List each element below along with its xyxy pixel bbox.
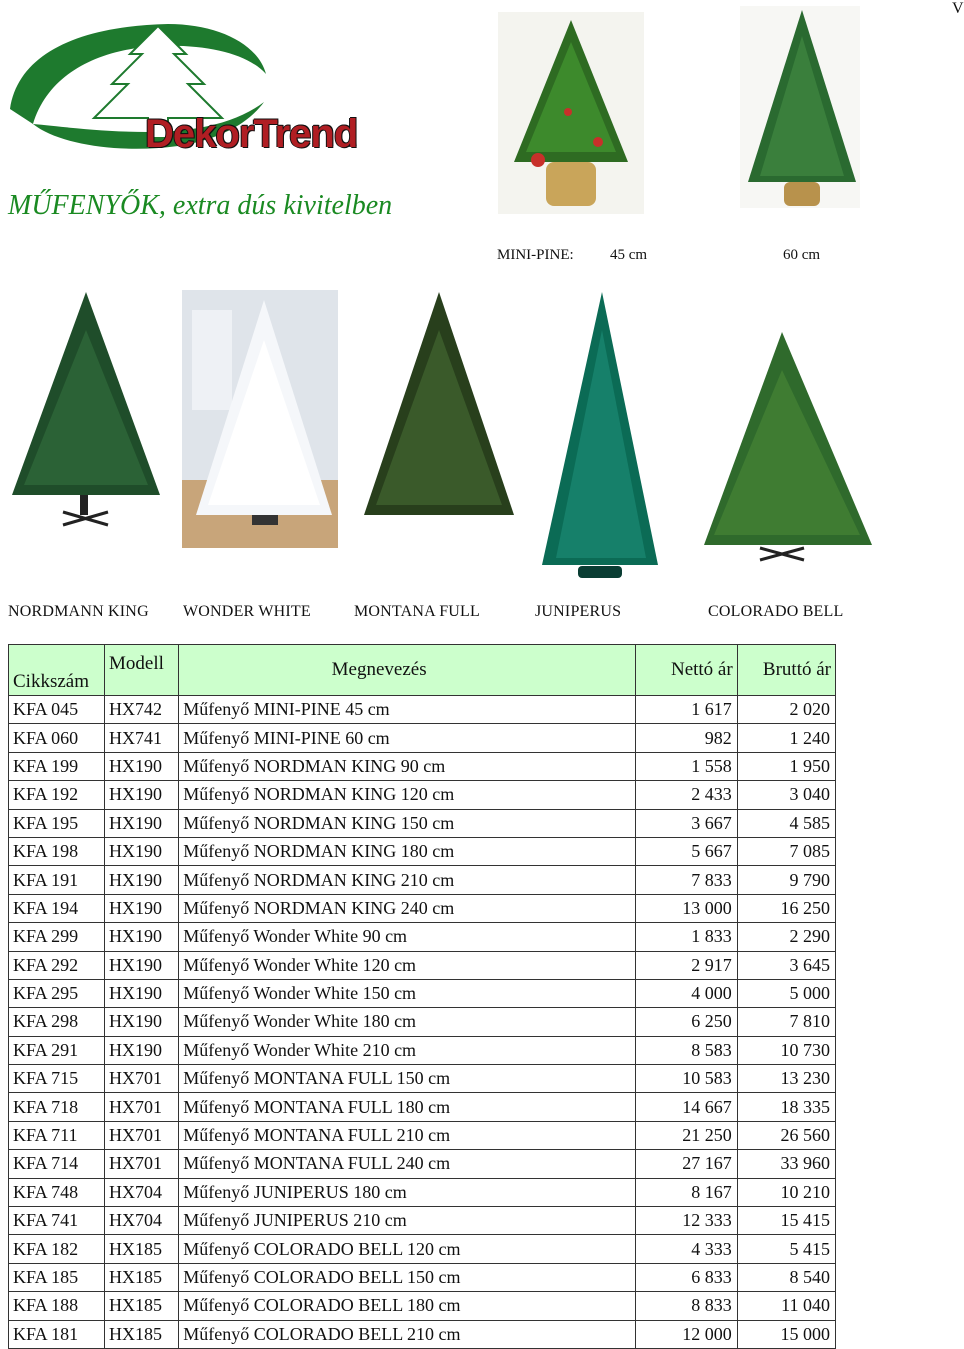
gross-price-cell: 5 415 bbox=[737, 1235, 835, 1263]
name-cell: Műfenyő NORDMAN KING 120 cm bbox=[179, 781, 636, 809]
mini-pine-size-60: 60 cm bbox=[783, 247, 821, 263]
montana-full-photo bbox=[362, 290, 516, 522]
name-cell: Műfenyő MONTANA FULL 210 cm bbox=[179, 1121, 636, 1149]
model-cell: HX741 bbox=[105, 724, 179, 752]
model-cell: HX190 bbox=[105, 923, 179, 951]
gross-price-cell: 15 415 bbox=[737, 1207, 835, 1235]
model-cell: HX701 bbox=[105, 1121, 179, 1149]
table-row bbox=[9, 951, 836, 979]
mini-pine-label: MINI-PINE: bbox=[497, 247, 574, 263]
colorado-bell-photo bbox=[700, 330, 876, 566]
table-row bbox=[9, 1292, 836, 1320]
table-row bbox=[9, 1121, 836, 1149]
net-price-cell: 982 bbox=[636, 724, 738, 752]
name-cell: Műfenyő MONTANA FULL 180 cm bbox=[179, 1093, 636, 1121]
gross-price-cell: 8 540 bbox=[737, 1263, 835, 1291]
gross-price-cell: 7 810 bbox=[737, 1008, 835, 1036]
caption-nordmann-king: NORDMANN KING bbox=[8, 603, 149, 620]
net-price-cell: 5 667 bbox=[636, 837, 738, 865]
sku-cell: KFA 291 bbox=[9, 1036, 105, 1064]
net-price-cell: 2 433 bbox=[636, 781, 738, 809]
sku-cell: KFA 188 bbox=[9, 1292, 105, 1320]
net-price-cell: 8 583 bbox=[636, 1036, 738, 1064]
sku-cell: KFA 181 bbox=[9, 1320, 105, 1348]
net-price-cell: 10 583 bbox=[636, 1065, 738, 1093]
table-row bbox=[9, 696, 836, 724]
page-title: MŰFENYŐK, extra dús kivitelben bbox=[8, 190, 393, 221]
sku-cell: KFA 295 bbox=[9, 979, 105, 1007]
mini-pine-60-photo bbox=[740, 6, 860, 208]
name-cell: Műfenyő COLORADO BELL 180 cm bbox=[179, 1292, 636, 1320]
name-cell: Műfenyő NORDMAN KING 240 cm bbox=[179, 894, 636, 922]
gross-price-cell: 13 230 bbox=[737, 1065, 835, 1093]
sku-cell: KFA 182 bbox=[9, 1235, 105, 1263]
name-cell: Műfenyő Wonder White 150 cm bbox=[179, 979, 636, 1007]
table-row bbox=[9, 1036, 836, 1064]
table-row bbox=[9, 1150, 836, 1178]
price-table bbox=[8, 644, 836, 1349]
gross-price-cell: 11 040 bbox=[737, 1292, 835, 1320]
sku-cell: KFA 715 bbox=[9, 1065, 105, 1093]
model-cell: HX742 bbox=[105, 696, 179, 724]
gross-price-cell: 26 560 bbox=[737, 1121, 835, 1149]
net-price-cell: 4 333 bbox=[636, 1235, 738, 1263]
header-model: Modell bbox=[105, 645, 179, 696]
model-cell: HX190 bbox=[105, 1036, 179, 1064]
gross-price-cell: 10 730 bbox=[737, 1036, 835, 1064]
sku-cell: KFA 298 bbox=[9, 1008, 105, 1036]
gross-price-cell: 15 000 bbox=[737, 1320, 835, 1348]
net-price-cell: 6 833 bbox=[636, 1263, 738, 1291]
net-price-cell: 8 833 bbox=[636, 1292, 738, 1320]
gross-price-cell: 10 210 bbox=[737, 1178, 835, 1206]
net-price-cell: 1 833 bbox=[636, 923, 738, 951]
model-cell: HX190 bbox=[105, 837, 179, 865]
brand-name: DekorTrend bbox=[145, 112, 358, 156]
gross-price-cell: 18 335 bbox=[737, 1093, 835, 1121]
table-row bbox=[9, 724, 836, 752]
nordmann-king-photo bbox=[8, 290, 163, 530]
table-row bbox=[9, 1178, 836, 1206]
sku-cell: KFA 060 bbox=[9, 724, 105, 752]
table-row bbox=[9, 1263, 836, 1291]
sku-cell: KFA 714 bbox=[9, 1150, 105, 1178]
name-cell: Műfenyő Wonder White 210 cm bbox=[179, 1036, 636, 1064]
model-cell: HX701 bbox=[105, 1150, 179, 1178]
gross-price-cell: 16 250 bbox=[737, 894, 835, 922]
gross-price-cell: 4 585 bbox=[737, 809, 835, 837]
header-sku: Cikkszám bbox=[9, 645, 105, 696]
net-price-cell: 1 558 bbox=[636, 752, 738, 780]
table-row bbox=[9, 781, 836, 809]
caption-colorado-bell: COLORADO BELL bbox=[708, 603, 844, 620]
gross-price-cell: 7 085 bbox=[737, 837, 835, 865]
table-row bbox=[9, 1235, 836, 1263]
table-row bbox=[9, 1065, 836, 1093]
net-price-cell: 27 167 bbox=[636, 1150, 738, 1178]
name-cell: Műfenyő NORDMAN KING 150 cm bbox=[179, 809, 636, 837]
model-cell: HX185 bbox=[105, 1292, 179, 1320]
model-cell: HX190 bbox=[105, 866, 179, 894]
table-row bbox=[9, 979, 836, 1007]
table-row bbox=[9, 1207, 836, 1235]
name-cell: Műfenyő NORDMAN KING 180 cm bbox=[179, 837, 636, 865]
caption-juniperus: JUNIPERUS bbox=[535, 603, 622, 620]
sku-cell: KFA 195 bbox=[9, 809, 105, 837]
name-cell: Műfenyő NORDMAN KING 90 cm bbox=[179, 752, 636, 780]
gross-price-cell: 2 020 bbox=[737, 696, 835, 724]
sku-cell: KFA 192 bbox=[9, 781, 105, 809]
model-cell: HX701 bbox=[105, 1065, 179, 1093]
sku-cell: KFA 741 bbox=[9, 1207, 105, 1235]
sku-cell: KFA 194 bbox=[9, 894, 105, 922]
net-price-cell: 14 667 bbox=[636, 1093, 738, 1121]
net-price-cell: 3 667 bbox=[636, 809, 738, 837]
sku-cell: KFA 711 bbox=[9, 1121, 105, 1149]
corner-mark: V bbox=[952, 0, 964, 17]
sku-cell: KFA 198 bbox=[9, 837, 105, 865]
sku-cell: KFA 199 bbox=[9, 752, 105, 780]
header-net: Nettó ár bbox=[636, 645, 738, 696]
name-cell: Műfenyő MONTANA FULL 150 cm bbox=[179, 1065, 636, 1093]
model-cell: HX185 bbox=[105, 1263, 179, 1291]
gross-price-cell: 3 645 bbox=[737, 951, 835, 979]
gross-price-cell: 2 290 bbox=[737, 923, 835, 951]
juniperus-photo bbox=[534, 290, 660, 582]
model-cell: HX190 bbox=[105, 979, 179, 1007]
name-cell: Műfenyő MINI-PINE 45 cm bbox=[179, 696, 636, 724]
sku-cell: KFA 748 bbox=[9, 1178, 105, 1206]
model-cell: HX190 bbox=[105, 809, 179, 837]
header-gross: Bruttó ár bbox=[737, 645, 835, 696]
gross-price-cell: 9 790 bbox=[737, 866, 835, 894]
table-row bbox=[9, 1320, 836, 1348]
sku-cell: KFA 292 bbox=[9, 951, 105, 979]
mini-pine-size-45: 45 cm bbox=[610, 247, 648, 263]
model-cell: HX190 bbox=[105, 894, 179, 922]
model-cell: HX704 bbox=[105, 1207, 179, 1235]
gross-price-cell: 33 960 bbox=[737, 1150, 835, 1178]
sku-cell: KFA 185 bbox=[9, 1263, 105, 1291]
name-cell: Műfenyő JUNIPERUS 180 cm bbox=[179, 1178, 636, 1206]
wonder-white-photo bbox=[182, 290, 338, 548]
net-price-cell: 12 333 bbox=[636, 1207, 738, 1235]
header-name: Megnevezés bbox=[179, 645, 636, 696]
model-cell: HX704 bbox=[105, 1178, 179, 1206]
net-price-cell: 4 000 bbox=[636, 979, 738, 1007]
sku-cell: KFA 191 bbox=[9, 866, 105, 894]
name-cell: Műfenyő COLORADO BELL 120 cm bbox=[179, 1235, 636, 1263]
model-cell: HX185 bbox=[105, 1235, 179, 1263]
net-price-cell: 6 250 bbox=[636, 1008, 738, 1036]
name-cell: Műfenyő NORDMAN KING 210 cm bbox=[179, 866, 636, 894]
name-cell: Műfenyő Wonder White 90 cm bbox=[179, 923, 636, 951]
caption-montana-full: MONTANA FULL bbox=[354, 603, 481, 620]
net-price-cell: 7 833 bbox=[636, 866, 738, 894]
model-cell: HX190 bbox=[105, 752, 179, 780]
sku-cell: KFA 718 bbox=[9, 1093, 105, 1121]
name-cell: Műfenyő Wonder White 180 cm bbox=[179, 1008, 636, 1036]
name-cell: Műfenyő Wonder White 120 cm bbox=[179, 951, 636, 979]
name-cell: Műfenyő MINI-PINE 60 cm bbox=[179, 724, 636, 752]
gross-price-cell: 1 240 bbox=[737, 724, 835, 752]
name-cell: Műfenyő COLORADO BELL 210 cm bbox=[179, 1320, 636, 1348]
gross-price-cell: 3 040 bbox=[737, 781, 835, 809]
table-row bbox=[9, 1093, 836, 1121]
table-row bbox=[9, 866, 836, 894]
net-price-cell: 2 917 bbox=[636, 951, 738, 979]
net-price-cell: 12 000 bbox=[636, 1320, 738, 1348]
name-cell: Műfenyő COLORADO BELL 150 cm bbox=[179, 1263, 636, 1291]
gross-price-cell: 5 000 bbox=[737, 979, 835, 1007]
model-cell: HX701 bbox=[105, 1093, 179, 1121]
net-price-cell: 8 167 bbox=[636, 1178, 738, 1206]
name-cell: Műfenyő JUNIPERUS 210 cm bbox=[179, 1207, 636, 1235]
sku-cell: KFA 299 bbox=[9, 923, 105, 951]
table-row bbox=[9, 923, 836, 951]
table-row bbox=[9, 1008, 836, 1036]
net-price-cell: 13 000 bbox=[636, 894, 738, 922]
caption-wonder-white: WONDER WHITE bbox=[183, 603, 311, 620]
table-row bbox=[9, 752, 836, 780]
model-cell: HX190 bbox=[105, 1008, 179, 1036]
table-row bbox=[9, 894, 836, 922]
name-cell: Műfenyő MONTANA FULL 240 cm bbox=[179, 1150, 636, 1178]
model-cell: HX185 bbox=[105, 1320, 179, 1348]
model-cell: HX190 bbox=[105, 951, 179, 979]
table-header-row bbox=[9, 645, 836, 696]
sku-cell: KFA 045 bbox=[9, 696, 105, 724]
table-row bbox=[9, 837, 836, 865]
mini-pine-45-photo bbox=[498, 12, 644, 214]
net-price-cell: 1 617 bbox=[636, 696, 738, 724]
table-row bbox=[9, 809, 836, 837]
gross-price-cell: 1 950 bbox=[737, 752, 835, 780]
model-cell: HX190 bbox=[105, 781, 179, 809]
net-price-cell: 21 250 bbox=[636, 1121, 738, 1149]
